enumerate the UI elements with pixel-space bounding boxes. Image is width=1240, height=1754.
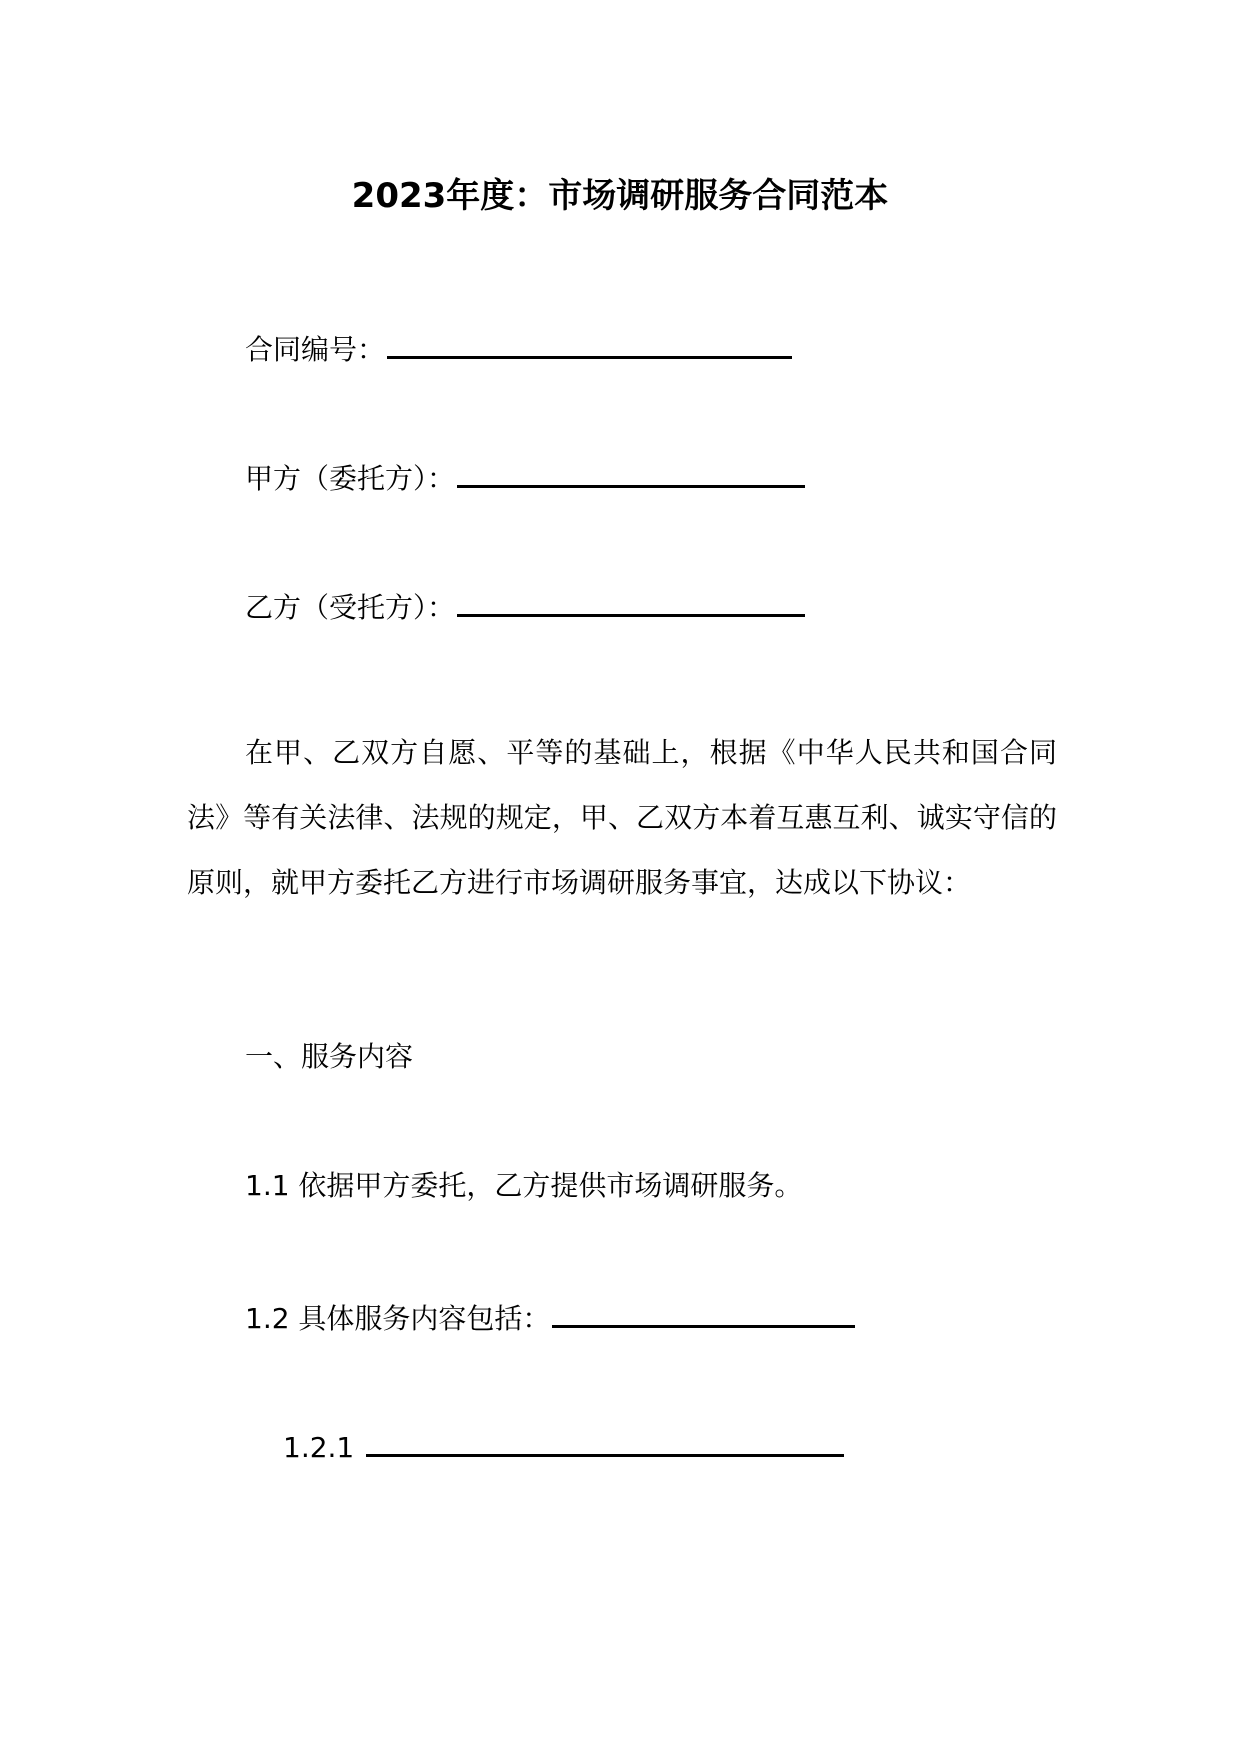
clause-1-2-1 bbox=[283, 1424, 844, 1468]
party-b-label: 乙方（受托方）： bbox=[245, 591, 456, 624]
party-b-blank[interactable] bbox=[457, 584, 805, 617]
party-b-field bbox=[245, 584, 805, 628]
contract-number-field bbox=[245, 326, 792, 370]
section-1-heading: 一、服务内容 bbox=[245, 1040, 414, 1073]
clause-1-2-blank[interactable] bbox=[552, 1295, 855, 1328]
party-a-label: 甲方（委托方）： bbox=[245, 462, 456, 495]
clause-1-2-1-label: 1.2.1 bbox=[283, 1431, 355, 1464]
preamble-paragraph: 在甲、乙双方自愿、平等的基础上，根据《中华人民共和国合同法》等有关法律、法规的规定，甲、乙双方本着互惠互利、诚实守信的原则，就甲方委托乙方进行市场调研服务事宜，达成以下协议： bbox=[187, 736, 1057, 899]
document-title: 2023年度：市场调研服务合同范本 bbox=[351, 176, 889, 216]
contract-number-blank[interactable] bbox=[387, 326, 792, 359]
clause-1-2 bbox=[245, 1295, 855, 1339]
clause-1-2-label: 1.2 具体服务内容包括： bbox=[245, 1302, 551, 1335]
party-a-field bbox=[245, 455, 805, 499]
contract-number-label: 合同编号： bbox=[245, 333, 386, 366]
clause-1-2-1-blank[interactable] bbox=[366, 1424, 844, 1457]
clause-1-1: 1.1 依据甲方委托，乙方提供市场调研服务。 bbox=[245, 1169, 803, 1202]
party-a-blank[interactable] bbox=[457, 455, 805, 488]
